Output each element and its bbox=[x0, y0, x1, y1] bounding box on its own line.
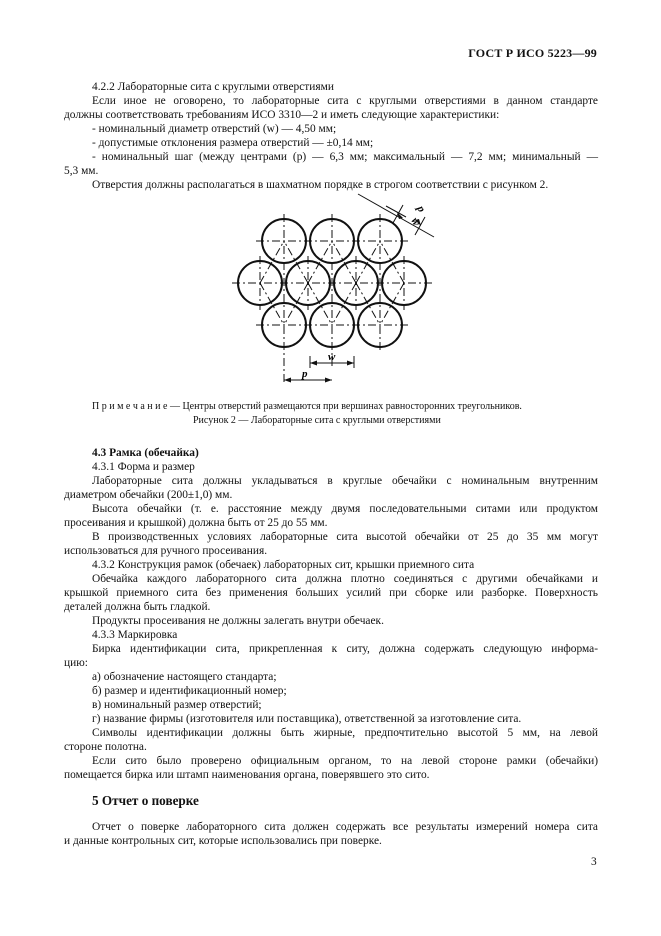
s422-intro-line2: должны соответствовать требованиям ИСО 3310—2 и иметь следующие характеристики: bbox=[64, 109, 500, 121]
s43-p4-line1: Обечайка каждого лабораторного сита должна плотно соединяться с другими обечайками и bbox=[92, 573, 598, 585]
s43-p6-line1: Бирка идентификации сита, прикрепленная к ситу, должна содержать следующую информа- bbox=[92, 643, 598, 655]
diagonal-label-p: p bbox=[414, 203, 428, 215]
s5-p1-line1: Отчет о поверке лабораторного сита должен содержать все результаты измерений номера сита bbox=[92, 821, 598, 833]
s43-p8-line1: Если сито было проверено официальным органом, то на левой стороне рамки (обечайки) bbox=[92, 755, 598, 767]
page-number: 3 bbox=[591, 856, 597, 868]
s43-p2-line1: Высота обечайки (т. е. расстояние между двумя последовательными ситами или продуктом bbox=[92, 503, 598, 515]
s43-p1-line1: Лабораторные сита должны укладываться в круглые обечайки с номинальным внутренним bbox=[92, 475, 598, 487]
section-4-2-2-title: 4.2.2 Лабораторные сита с круглыми отверстиями bbox=[92, 81, 334, 93]
page-header: ГОСТ Р ИСО 5223—99 bbox=[468, 46, 597, 60]
s43-p7-line1: Символы идентификации должны быть жирные, предпочтительно высотой 5 мм, на левой bbox=[92, 727, 598, 739]
s43-p8-line2: помещается бирка или штамп наименования органа, поверявшего это сито. bbox=[64, 769, 430, 781]
list-item-c: в) номинальный размер отверстий; bbox=[92, 699, 262, 711]
s43-p5: Продукты просеивания не должны залегать внутри обечаек. bbox=[92, 615, 384, 627]
s5-p1-line2: и данные контрольных сит, которые использовались при поверке. bbox=[64, 835, 382, 847]
figure-caption: Рисунок 2 — Лабораторные сита с круглыми отверстиями bbox=[193, 415, 441, 426]
s43-p1-line2: диаметром обечайки (200±1,0) мм. bbox=[64, 489, 233, 501]
s43-p2-line2: просеивания и крышкой) должна быть от 25 до 55 мм. bbox=[64, 517, 328, 529]
s422-bullet-diameter: - номинальный диаметр отверстий (w) — 4,50 мм; bbox=[92, 123, 337, 135]
s43-p4-line3: деталей должна быть гладкой. bbox=[64, 601, 211, 613]
list-item-b: б) размер и идентификационный номер; bbox=[92, 685, 287, 697]
list-item-a: а) обозначение настоящего стандарта; bbox=[92, 671, 277, 683]
subsection-4-3-1: 4.3.1 Форма и размер bbox=[92, 461, 195, 473]
dimension-label-p: p bbox=[302, 368, 308, 380]
s422-bullet-pitch-line2: 5,3 мм. bbox=[64, 165, 99, 177]
s422-arrangement: Отверстия должны располагаться в шахматном порядке в строгом соответствии с рисунком 2. bbox=[92, 179, 549, 191]
s43-p6-line2: цию: bbox=[64, 657, 88, 669]
section-4-3-title: 4.3 Рамка (обечайка) bbox=[92, 447, 199, 459]
subsection-4-3-2: 4.3.2 Конструкция рамок (обечаек) лабораторных сит, крышки приемного сита bbox=[92, 559, 475, 571]
s422-bullet-pitch-line1: - номинальный шаг (между центрами (p) — 6,3 мм; максимальный — 7,2 мм; минимальный — bbox=[92, 151, 598, 163]
diagonal-label-w: w bbox=[408, 215, 423, 228]
s43-p3-line2: использоваться для ручного просеивания. bbox=[64, 545, 268, 557]
list-item-d: г) название фирмы (изготовителя или поставщика), ответственной за изготовление сита. bbox=[92, 713, 522, 725]
figure-note: П р и м е ч а н и е — Центры отверстий размещаются при вершинах равносторонних треугольников. bbox=[92, 401, 522, 412]
s422-bullet-tolerance: - допустимые отклонения размера отверстий — ±0,14 мм; bbox=[92, 137, 374, 149]
figure-round-holes-diagram bbox=[228, 192, 438, 392]
s422-intro-line1: Если иное не оговорено, то лабораторные сита с круглыми отверстиями в данном стандарте bbox=[92, 95, 598, 107]
dimension-label-w: w bbox=[328, 351, 336, 363]
s43-p3-line1: В производственных условиях лабораторные сита высотой обечайки от 25 до 35 мм могут bbox=[92, 531, 598, 543]
section-5-title: 5 Отчет о поверке bbox=[92, 793, 199, 808]
s43-p7-line2: стороне полотна. bbox=[64, 741, 147, 753]
subsection-4-3-3: 4.3.3 Маркировка bbox=[92, 629, 178, 641]
s43-p4-line2: крышкой приемного сита без применения больших усилий при сборке или разборке. Поверхность bbox=[64, 587, 598, 599]
